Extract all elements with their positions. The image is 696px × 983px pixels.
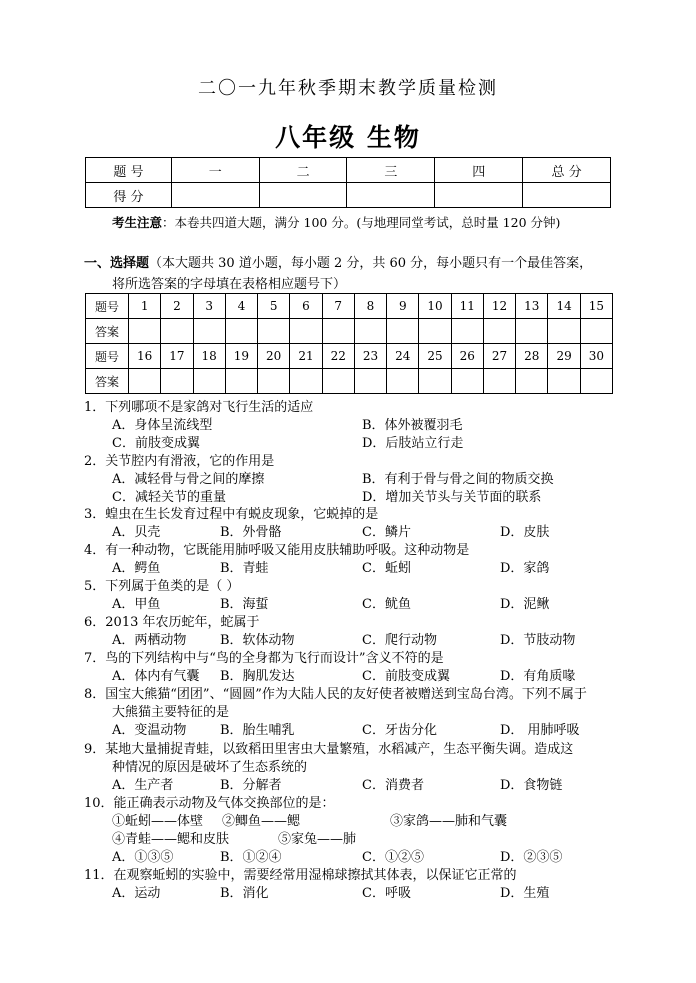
question-stem-continued: 大熊猫主要特征的是 — [112, 705, 230, 720]
question-number-cell: 18 — [193, 344, 225, 369]
section1-title: 一、选择题 — [84, 256, 150, 271]
answer-table-answer-row — [86, 369, 613, 394]
answer-option: A．鳄鱼 — [112, 561, 161, 576]
answer-option: D．后肢站立行走 — [362, 436, 464, 451]
question-stem: 6．2013 年农历蛇年，蛇属于 — [84, 615, 260, 630]
answer-option: B．体外被覆羽毛 — [362, 418, 463, 433]
answer-option: D．食物链 — [500, 778, 563, 793]
answer-cell[interactable] — [193, 369, 225, 394]
question-stem: 1．下列哪项不是家鸽对飞行生活的适应 — [84, 400, 314, 415]
answer-cell[interactable] — [354, 369, 386, 394]
row-label-cell: 题号 — [86, 294, 129, 319]
answer-cell[interactable] — [129, 319, 161, 344]
answer-cell[interactable] — [580, 319, 612, 344]
question-number-cell: 22 — [322, 344, 354, 369]
answer-option: A．①③⑤ — [112, 850, 174, 865]
answer-option: D．泥鳅 — [500, 597, 550, 612]
question-number-cell: 29 — [548, 344, 580, 369]
question-stem: 3．蝗虫在生长发育过程中有蜕皮现象，它蜕掉的是 — [84, 507, 379, 522]
answer-cell[interactable] — [161, 369, 193, 394]
answer-cell[interactable] — [419, 319, 451, 344]
question-stem: 2．关节腔内有滑液，它的作用是 — [84, 454, 275, 469]
answer-option: D．生殖 — [500, 886, 550, 901]
score-label-cell: 得 分 — [86, 183, 172, 208]
question-number-cell: 14 — [548, 294, 580, 319]
answer-cell[interactable] — [451, 369, 483, 394]
answer-option: B．①②④ — [220, 850, 282, 865]
answer-cell[interactable] — [129, 369, 161, 394]
question-number-cell: 6 — [290, 294, 322, 319]
answer-cell[interactable] — [290, 319, 322, 344]
question-number-cell: 3 — [193, 294, 225, 319]
score-input-cell[interactable] — [347, 183, 435, 208]
answer-option: B．软体动物 — [220, 633, 295, 648]
answer-option: A．体内有气囊 — [112, 669, 200, 684]
answer-option: C．消费者 — [362, 778, 424, 793]
answer-cell[interactable] — [580, 369, 612, 394]
question-number-cell: 17 — [161, 344, 193, 369]
question-number-cell: 1 — [129, 294, 161, 319]
answer-cell[interactable] — [548, 369, 580, 394]
row-label-cell: 答案 — [86, 319, 129, 344]
question-stem-continued: 种情况的原因是破坏了生态系统的 — [112, 760, 308, 775]
answer-cell[interactable] — [258, 369, 290, 394]
answer-option: C．爬行动物 — [362, 633, 437, 648]
question-number-cell: 28 — [516, 344, 548, 369]
notice-label: 考生注意 — [112, 215, 163, 230]
answer-cell[interactable] — [322, 319, 354, 344]
answer-cell[interactable] — [516, 369, 548, 394]
answer-option: B．胸肌发达 — [220, 669, 295, 684]
row-label-cell: 题号 — [86, 344, 129, 369]
score-header-cell: 三 — [347, 158, 435, 183]
question-number-cell: 11 — [451, 294, 483, 319]
question-number-cell: 10 — [419, 294, 451, 319]
question-choice-item: ⑤家兔——肺 — [278, 832, 357, 847]
answer-option: B．胎生哺乳 — [220, 723, 295, 738]
question-stem: 7．鸟的下列结构中与“鸟的全身都为飞行而设计”含义不符的是 — [84, 651, 444, 666]
score-header-cell: 总 分 — [523, 158, 611, 183]
answer-option: D．②③⑤ — [500, 850, 563, 865]
answer-option: A．身体呈流线型 — [112, 418, 213, 433]
answer-option: A．贝壳 — [112, 525, 161, 540]
question-number-cell: 9 — [387, 294, 419, 319]
question-number-cell: 24 — [387, 344, 419, 369]
answer-option: C．牙齿分化 — [362, 723, 437, 738]
answer-cell[interactable] — [483, 369, 515, 394]
answer-option: C．呼吸 — [362, 886, 411, 901]
answer-cell[interactable] — [161, 319, 193, 344]
answer-option: C．蚯蚓 — [362, 561, 411, 576]
answer-table — [85, 293, 613, 394]
question-number-cell: 27 — [483, 344, 515, 369]
answer-option: A．减轻骨与骨之间的摩擦 — [112, 472, 265, 487]
answer-cell[interactable] — [451, 319, 483, 344]
answer-cell[interactable] — [483, 319, 515, 344]
answer-option: C．前肢变成翼 — [112, 436, 200, 451]
score-header-cell: 一 — [171, 158, 259, 183]
question-number-cell: 19 — [225, 344, 257, 369]
answer-option: A．两栖动物 — [112, 633, 187, 648]
question-number-cell: 5 — [258, 294, 290, 319]
answer-cell[interactable] — [548, 319, 580, 344]
exam-notice — [112, 213, 560, 231]
score-input-cell[interactable] — [435, 183, 523, 208]
answer-option: D． 用肺呼吸 — [500, 723, 580, 738]
answer-table-answer-row — [86, 319, 613, 344]
answer-cell[interactable] — [193, 319, 225, 344]
score-table-score-row — [86, 183, 611, 208]
subject-title: 八年级 生物 — [275, 123, 421, 152]
answer-table-number-row — [86, 294, 613, 319]
answer-option: C．鳞片 — [362, 525, 411, 540]
answer-cell[interactable] — [354, 319, 386, 344]
section1-heading — [84, 255, 592, 273]
answer-cell[interactable] — [387, 369, 419, 394]
question-choice-item: ②鲫鱼——鳃 — [222, 814, 301, 829]
answer-option: A．运动 — [112, 886, 161, 901]
answer-option: C．减轻关节的重量 — [112, 490, 226, 505]
answer-cell[interactable] — [225, 319, 257, 344]
score-input-cell[interactable] — [259, 183, 347, 208]
answer-cell[interactable] — [225, 369, 257, 394]
question-stem: 4．有一种动物，它既能用肺呼吸又能用皮肤辅助呼吸。这种动物是 — [84, 543, 470, 558]
answer-cell[interactable] — [387, 319, 419, 344]
answer-table-number-row — [86, 344, 613, 369]
answer-cell[interactable] — [322, 369, 354, 394]
row-label-cell: 答案 — [86, 369, 129, 394]
question-number-cell: 4 — [225, 294, 257, 319]
answer-option: B．外骨骼 — [220, 525, 282, 540]
question-number-cell: 26 — [451, 344, 483, 369]
answer-option: B．青蛙 — [220, 561, 269, 576]
answer-option: D．皮肤 — [500, 525, 550, 540]
question-stem: 10．能正确表示动物及气体交换部位的是： — [84, 796, 335, 811]
question-number-cell: 16 — [129, 344, 161, 369]
notice-text: ：本卷共四道大题，满分 100 分。(与地理同堂考试，总时量 120 分钟) — [162, 215, 561, 230]
question-number-cell: 12 — [483, 294, 515, 319]
question-number-cell: 7 — [322, 294, 354, 319]
section1-desc-line2: 将所选答案的字母填在表格相应题号下） — [112, 277, 347, 292]
answer-cell[interactable] — [516, 319, 548, 344]
question-number-cell: 23 — [354, 344, 386, 369]
question-number-cell: 25 — [419, 344, 451, 369]
section1-desc: （本大题共 30 道小题，每小题 2 分，共 60 分，每小题只有一个最佳答案， — [149, 256, 593, 271]
exam-title: 二〇一九年秋季期末教学质量检测 — [198, 78, 498, 99]
answer-option: A．变温动物 — [112, 723, 187, 738]
answer-option: D．增加关节头与关节面的联系 — [362, 490, 542, 505]
answer-option: C．前肢变成翼 — [362, 669, 450, 684]
answer-cell[interactable] — [419, 369, 451, 394]
answer-option: A．甲鱼 — [112, 597, 161, 612]
answer-option: B．有利于骨与骨之间的物质交换 — [362, 472, 554, 487]
question-number-cell: 21 — [290, 344, 322, 369]
score-header-cell: 四 — [435, 158, 523, 183]
answer-option: B．消化 — [220, 886, 269, 901]
answer-option: D．家鸽 — [500, 561, 550, 576]
question-stem: 11．在观察蚯蚓的实验中，需要经常用湿棉球擦拭其体表，以保证它正常的 — [84, 868, 517, 883]
question-choice-item: ③家鸽——肺和气囊 — [390, 814, 508, 829]
question-number-cell: 2 — [161, 294, 193, 319]
answer-option: D．节肢动物 — [500, 633, 576, 648]
question-stem: 8．国宝大熊猫“团团”、“圆圆”作为大陆人民的友好使者被赠送到宝岛台湾。下列不属于 — [84, 687, 587, 702]
question-number-cell: 30 — [580, 344, 612, 369]
score-input-cell[interactable] — [523, 183, 611, 208]
score-table-header-row — [86, 158, 611, 183]
score-header-cell: 题 号 — [86, 158, 172, 183]
answer-option: B．海蜇 — [220, 597, 269, 612]
question-choice-item: ④青蛙——鳃和皮肤 — [112, 832, 230, 847]
question-stem: 9．某地大量捕捉青蛙，以致稻田里害虫大量繁殖，水稻减产，生态平衡失调。造成这 — [84, 742, 574, 757]
question-number-cell: 8 — [354, 294, 386, 319]
score-table — [85, 157, 611, 208]
score-header-cell: 二 — [259, 158, 347, 183]
question-number-cell: 15 — [580, 294, 612, 319]
answer-option: C．鱿鱼 — [362, 597, 411, 612]
answer-option: A．生产者 — [112, 778, 174, 793]
question-number-cell: 20 — [258, 344, 290, 369]
answer-option: C．①②⑤ — [362, 850, 424, 865]
score-input-cell[interactable] — [171, 183, 259, 208]
question-choice-item: ①蚯蚓——体壁 — [112, 814, 204, 829]
answer-option: D．有角质喙 — [500, 669, 576, 684]
question-stem: 5．下列属于鱼类的是（ ） — [84, 579, 240, 594]
answer-cell[interactable] — [290, 369, 322, 394]
answer-option: B．分解者 — [220, 778, 282, 793]
answer-cell[interactable] — [258, 319, 290, 344]
question-number-cell: 13 — [516, 294, 548, 319]
